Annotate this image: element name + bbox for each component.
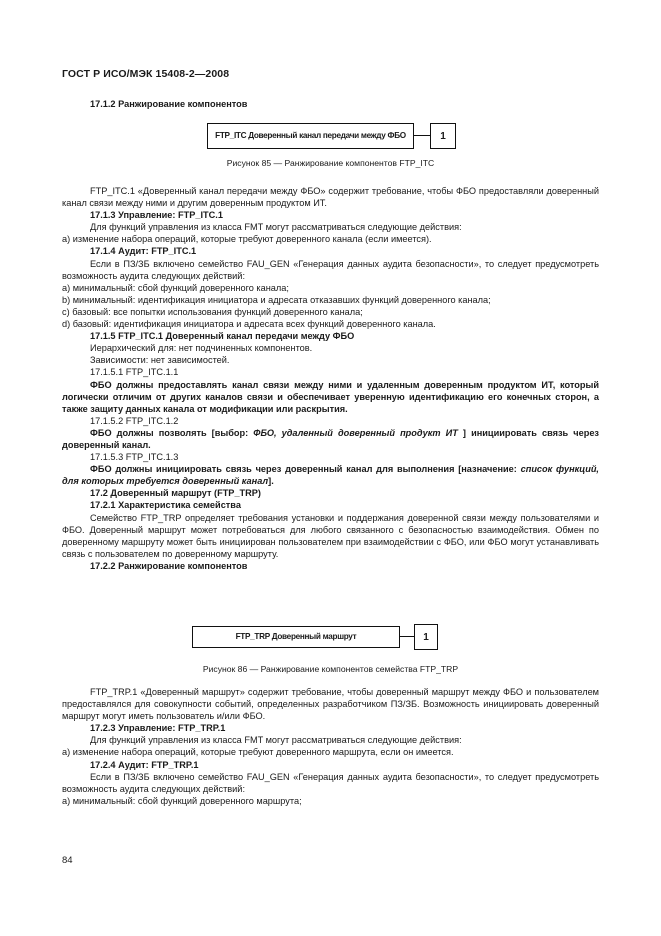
paragraph-fragment: ФБО должны позволять [выбор: bbox=[90, 427, 254, 438]
paragraph: 17.1.5.2 FTP_ITC.1.2 bbox=[90, 415, 179, 426]
paragraph-fragment: ] инициировать связь через доверенный канал. bbox=[62, 427, 599, 450]
paragraph: а) минимальный: сбой функций доверенного маршрута; bbox=[62, 795, 302, 806]
paragraph-fragment: ФБО, удаленный доверенный продукт ИТ bbox=[253, 427, 458, 438]
figure-85-connector bbox=[414, 135, 430, 136]
paragraph: FTP_ITC.1 «Доверенный канал передачи между ФБО» содержит требование, чтобы ФБО предоставляли доверенный канал связи между ними и другим доверенным продуктом ИТ. bbox=[62, 186, 599, 209]
figure-86-caption: Рисунок 86 — Ранжирование компонентов семейства FTP_TRP bbox=[202, 664, 459, 674]
section-heading: 17.2.3 Управление: FTP_TRP.1 bbox=[90, 723, 226, 734]
paragraph: а) изменение набора операций, которые требуют доверенного маршрута, если он имеется. bbox=[62, 747, 454, 758]
section-block-2 bbox=[62, 185, 599, 572]
page-number: 84 bbox=[62, 855, 73, 866]
section-heading: 17.2 Доверенный маршрут (FTP_TRP) bbox=[90, 488, 261, 499]
section-heading: 17.1.5 FTP_ITC.1 Доверенный канал передачи между ФБО bbox=[90, 331, 355, 342]
section-heading: 17.1.4 Аудит: FTP_ITC.1 bbox=[90, 246, 197, 257]
section-heading: 17.1.2 Ранжирование компонентов bbox=[90, 99, 248, 109]
section-heading: 17.2.2 Ранжирование компонентов bbox=[90, 560, 248, 571]
paragraph: b) минимальный: идентификация инициатора и адресата отказавших функций доверенного канала; bbox=[62, 294, 491, 305]
paragraph: FTP_TRP.1 «Доверенный маршрут» содержит требование, чтобы доверенный маршрут между ФБО и пользователем предоставлялся для совокупности событий, определенных разработчиком ПЗ/ЗБ. Возможность инициировать доверенный маршрут могут иметь пользователь и/или ФБО. bbox=[62, 687, 599, 722]
paragraph: Если в ПЗ/ЗБ включено семейство FAU_GEN «Генерация данных аудита безопасности», то следует предусмотреть возможность аудита следующих действий: bbox=[62, 771, 599, 794]
figure-85-caption: Рисунок 85 — Ранжирование компонентов FTP_ITC bbox=[226, 158, 435, 168]
paragraph: а) минимальный: сбой функций доверенного канала; bbox=[62, 282, 289, 293]
figure-85-box: FTP_ITC Доверенный канал передачи между ФБО bbox=[207, 123, 414, 149]
paragraph: Если в ПЗ/ЗБ включено семейство FAU_GEN «Генерация данных аудита безопасности», то следует предусмотреть возможность аудита следующих действий: bbox=[62, 258, 599, 281]
section-heading: 17.2.1 Характеристика семейства bbox=[90, 500, 241, 511]
figure-86-connector bbox=[400, 636, 414, 637]
paragraph bbox=[62, 463, 599, 487]
paragraph: Зависимости: нет зависимостей. bbox=[90, 355, 230, 366]
paragraph bbox=[62, 427, 599, 451]
paragraph: с) базовый: все попытки использования функций доверенного канала; bbox=[62, 306, 363, 317]
paragraph-fragment: список функций, для которых требуется доверенный канал bbox=[62, 464, 599, 487]
paragraph: Для функций управления из класса FMT могут рассматриваться следующие действия: bbox=[90, 222, 462, 233]
section-block-3 bbox=[62, 686, 599, 807]
paragraph: Семейство FTP_TRP определяет требования установки и поддержания доверенной связи между пользователями и ФБО. Доверенный маршрут может потребоваться для любого связанного с безопасностью взаимодействия. Обмен по доверенному маршруту может быть инициирован пользователем при взаимодействии с ФБО, или ФБО могут устанавливать связь с пользователем по доверенному маршруту. bbox=[62, 512, 599, 559]
paragraph: d) базовый: идентификация инициатора и адресата всех функций доверенного канала. bbox=[62, 319, 436, 330]
document-header: ГОСТ Р ИСО/МЭК 15408-2—2008 bbox=[62, 68, 230, 80]
paragraph-fragment: ФБО должны инициировать связь через доверенный канал для выполнения [назначение: bbox=[90, 464, 521, 475]
figure-86-number: 1 bbox=[414, 624, 438, 650]
paragraph: 17.1.5.3 FTP_ITC.1.3 bbox=[90, 452, 179, 463]
paragraph: ФБО должны предоставлять канал связи между ними и удаленным доверенным продуктом ИТ, который логически отличим от других каналов связи и обеспечивает уверенную идентификацию его конечных сторон, а также защиту данных канала от модификации или раскрытия. bbox=[62, 379, 599, 414]
paragraph: 17.1.5.1 FTP_ITC.1.1 bbox=[90, 367, 179, 378]
section-block-1 bbox=[62, 98, 599, 110]
figure-85-number: 1 bbox=[430, 123, 456, 149]
paragraph: а) изменение набора операций, которые требуют доверенного канала (если имеется). bbox=[62, 234, 432, 245]
paragraph-fragment: ]. bbox=[268, 476, 274, 487]
figure-86-box: FTP_TRP Доверенный маршрут bbox=[192, 626, 400, 648]
section-heading: 17.1.3 Управление: FTP_ITC.1 bbox=[90, 210, 223, 221]
paragraph: Для функций управления из класса FMT могут рассматриваться следующие действия: bbox=[90, 735, 462, 746]
section-heading: 17.2.4 Аудит: FTP_TRP.1 bbox=[90, 759, 199, 770]
paragraph: Иерархический для: нет подчиненных компонентов. bbox=[90, 343, 313, 354]
